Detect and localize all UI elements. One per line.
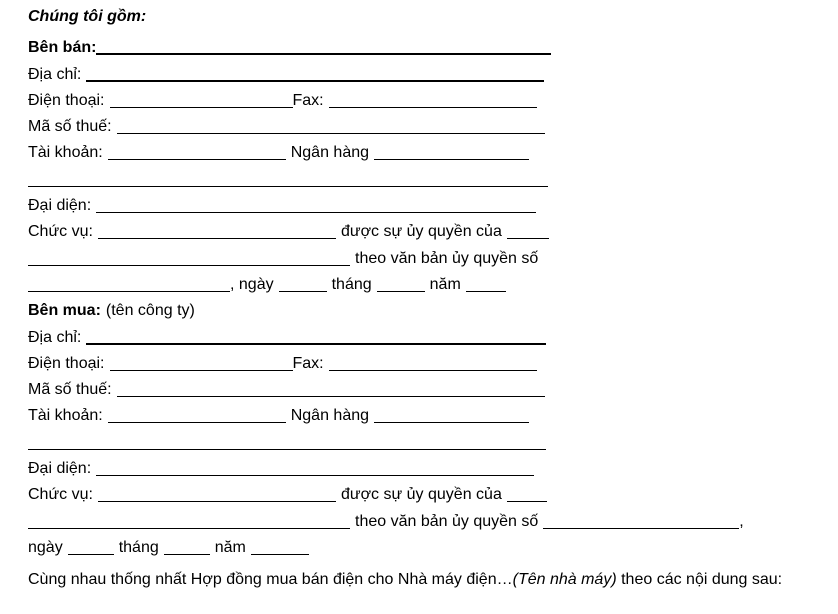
buyer-account-line (28, 403, 838, 429)
seller-authorizer-continuation-blank (28, 264, 350, 266)
seller-position-blank (98, 237, 336, 239)
seller-authorization-no-blank (28, 290, 230, 292)
seller-tax-line (28, 114, 838, 140)
intro-heading (28, 4, 838, 30)
buyer-authorizer-continuation-blank (28, 527, 350, 529)
buyer-representative-blank (96, 474, 534, 476)
buyer-position-line (28, 482, 838, 508)
buyer-authorizer-continuation-line (28, 509, 838, 535)
representative-label: Đại diện: (28, 197, 92, 215)
seller-representative-blank (96, 211, 536, 213)
account-label: Tài khoản: (28, 144, 103, 162)
seller-fax-blank (329, 106, 537, 108)
tax-code-label: Mã số thuế: (28, 118, 112, 136)
seller-bank-blank (374, 158, 529, 160)
buyer-authorization-no-blank (543, 527, 739, 529)
buyer-company-note: (tên công ty) (105, 302, 195, 320)
day-label: ngày (28, 538, 63, 556)
buyer-fax-blank (329, 369, 537, 371)
address-label: Địa chỉ: (28, 65, 82, 83)
buyer-position-blank (98, 500, 336, 502)
seller-year-blank (466, 290, 506, 292)
comma-day-label: , ngày (230, 275, 274, 293)
buyer-year-blank (251, 553, 309, 555)
authorized-by-text: được sự ủy quyền của (340, 223, 502, 241)
buyer-address-line (28, 325, 838, 351)
seller-authorizer-continuation-line (28, 246, 838, 272)
year-label: năm (214, 538, 246, 556)
buyer-bank-blank (374, 421, 529, 423)
year-label: năm (429, 275, 461, 293)
seller-bank-continuation-line (28, 167, 838, 193)
trailing-comma: , (739, 512, 744, 530)
seller-label: Bên bán: (28, 39, 97, 57)
seller-account-line (28, 140, 838, 166)
position-label: Chức vụ: (28, 486, 93, 504)
phone-label: Điện thoại: (28, 91, 105, 109)
seller-representative-line (28, 193, 838, 219)
buyer-authorization-date-line (28, 535, 838, 561)
closing-text-before: Cùng nhau thống nhất Hợp đồng mua bán điện cho Nhà máy điện… (28, 571, 513, 589)
position-label: Chức vụ: (28, 223, 93, 241)
seller-position-line (28, 219, 838, 245)
buyer-tax-line (28, 377, 838, 403)
seller-bank-continuation-blank (28, 185, 548, 187)
buyer-phone-line (28, 351, 838, 377)
plant-name-placeholder: (Tên nhà máy) (512, 571, 617, 589)
buyer-month-blank (164, 553, 210, 555)
account-label: Tài khoản: (28, 407, 103, 425)
address-label: Địa chỉ: (28, 328, 82, 346)
seller-account-blank (108, 158, 286, 160)
seller-month-blank (377, 290, 425, 292)
closing-text-after (617, 571, 782, 588)
seller-phone-blank (110, 106, 293, 108)
seller-name-blank (96, 52, 551, 55)
seller-address-blank (86, 79, 544, 82)
authorization-doc-text: theo văn bản ủy quyền số (355, 512, 539, 530)
seller-section (28, 35, 838, 298)
seller-address-line (28, 62, 838, 88)
buyer-day-blank (68, 553, 114, 555)
closing-text-after-inner: theo các nội dung sau: (621, 571, 783, 589)
buyer-bank-continuation-line (28, 430, 838, 456)
buyer-authorizer-blank (507, 500, 547, 502)
buyer-name-line (28, 298, 838, 324)
buyer-phone-blank (110, 369, 293, 371)
buyer-section (28, 298, 838, 561)
phone-label: Điện thoại: (28, 354, 105, 372)
seller-authorization-date-line (28, 272, 838, 298)
representative-label: Đại diện: (28, 460, 92, 478)
buyer-account-blank (108, 421, 286, 423)
authorized-by-text: được sự ủy quyền của (340, 486, 502, 504)
seller-tax-blank (117, 132, 545, 134)
month-label: tháng (331, 275, 372, 293)
bank-label: Ngân hàng (290, 144, 370, 162)
fax-label: Fax: (292, 354, 324, 372)
buyer-address-blank (86, 342, 546, 345)
buyer-representative-line (28, 456, 838, 482)
authorization-doc-text: theo văn bản ủy quyền số (355, 249, 539, 267)
seller-phone-line (28, 88, 838, 114)
closing-paragraph (28, 568, 790, 592)
seller-day-blank (279, 290, 327, 292)
month-label: tháng (118, 538, 159, 556)
seller-authorizer-blank (507, 237, 549, 239)
buyer-label: Bên mua: (28, 302, 101, 320)
bank-label: Ngân hàng (290, 407, 370, 425)
buyer-bank-continuation-blank (28, 448, 546, 450)
seller-name-line (28, 35, 838, 61)
fax-label: Fax: (292, 91, 324, 109)
intro-heading-text: Chúng tôi gồm: (28, 8, 147, 25)
tax-code-label: Mã số thuế: (28, 381, 112, 399)
buyer-tax-blank (117, 395, 545, 397)
